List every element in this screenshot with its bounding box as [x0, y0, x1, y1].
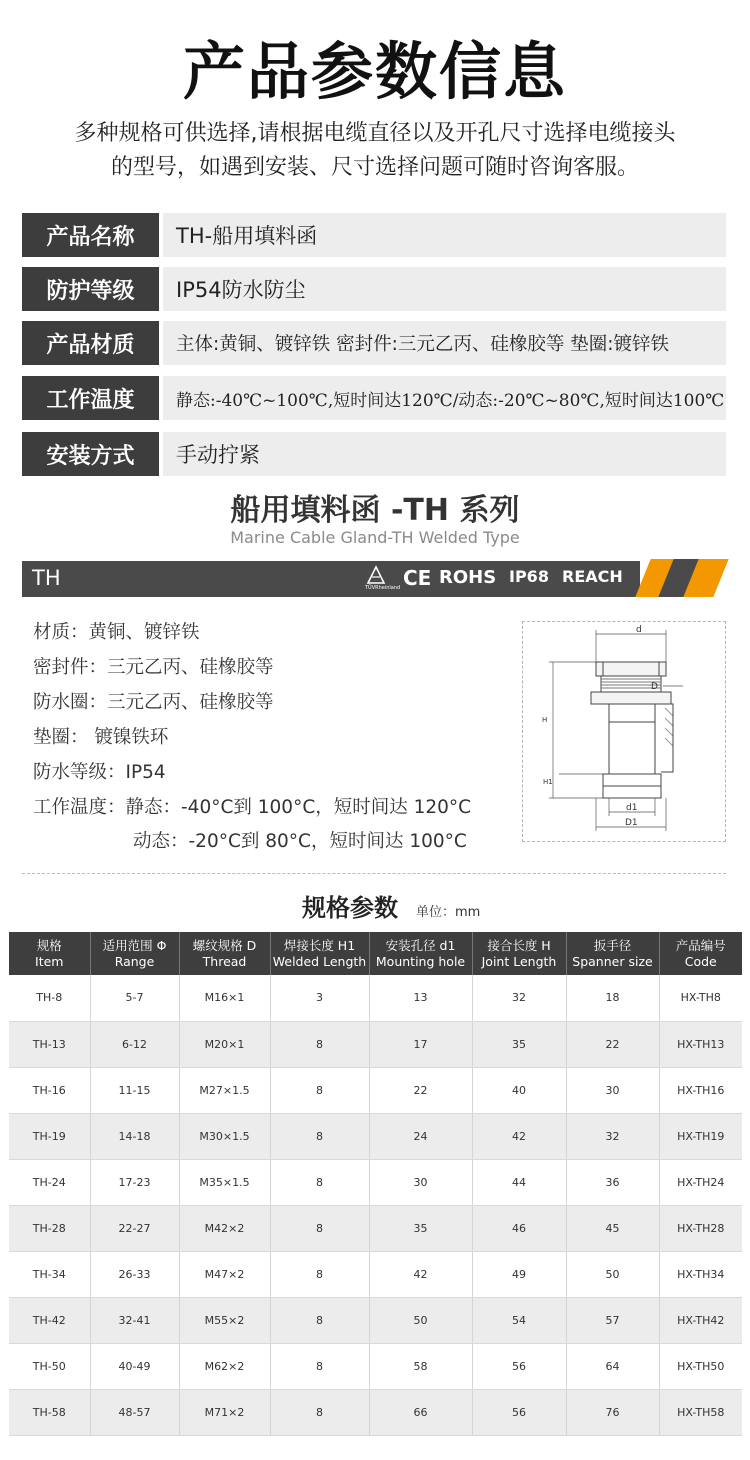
info-value: 主体:黄铜、镀锌铁 密封件:三元乙丙、硅橡胶等 垫圈:镀锌铁	[163, 321, 726, 365]
spec-washer: 垫圈： 镀镍铁环	[33, 727, 169, 748]
intro-line-1: 多种规格可供选择,请根据电缆直径以及开孔尺寸选择电缆接头	[74, 121, 676, 146]
cell-spanner-size: 36	[566, 1159, 659, 1205]
spec-table	[9, 932, 742, 1436]
spec-table-title: 规格参数	[302, 894, 398, 922]
header-code: 产品编号 Code	[659, 932, 742, 975]
cell-spanner-size: 50	[566, 1251, 659, 1297]
cell-code: HX-TH19	[659, 1113, 742, 1159]
cell-spanner-size: 32	[566, 1113, 659, 1159]
cell-code: HX-TH28	[659, 1205, 742, 1251]
cell-thread: M27×1.5	[179, 1067, 270, 1113]
info-label: 产品名称	[22, 213, 159, 257]
info-row-temperature	[22, 376, 726, 420]
cell-code: HX-TH8	[659, 975, 742, 1021]
cell-joint-length: 32	[472, 975, 566, 1021]
cell-range: 17-23	[90, 1159, 179, 1205]
cell-range: 6-12	[90, 1021, 179, 1067]
cell-range: 14-18	[90, 1113, 179, 1159]
info-row-protection	[22, 267, 726, 311]
table-row	[9, 975, 742, 1021]
table-row	[9, 1297, 742, 1343]
cell-code: HX-TH42	[659, 1297, 742, 1343]
cell-item: TH-34	[9, 1251, 90, 1297]
spec-temperature-dynamic: 动态：-20°C到 80°C，短时间达 100°C	[133, 831, 467, 852]
cell-welded-length: 8	[270, 1113, 369, 1159]
cell-range: 40-49	[90, 1343, 179, 1389]
table-row	[9, 1021, 742, 1067]
page-title: 产品参数信息	[182, 35, 567, 108]
header-item: 规格 Item	[9, 932, 90, 975]
cell-joint-length: 40	[472, 1067, 566, 1113]
table-row	[9, 1251, 742, 1297]
intro-line-2: 的型号，如遇到安装、尺寸选择问题可随时咨询客服。	[110, 155, 639, 180]
table-row	[9, 1067, 742, 1113]
cell-range: 32-41	[90, 1297, 179, 1343]
cell-thread: M62×2	[179, 1343, 270, 1389]
dim-d1: d1	[626, 803, 638, 813]
cell-spanner-size: 64	[566, 1343, 659, 1389]
cell-range: 22-27	[90, 1205, 179, 1251]
cell-spanner-size: 76	[566, 1389, 659, 1435]
cell-mounting-hole: 50	[369, 1297, 472, 1343]
cell-welded-length: 3	[270, 975, 369, 1021]
cell-item: TH-24	[9, 1159, 90, 1205]
cell-code: HX-TH16	[659, 1067, 742, 1113]
header-spanner-size: 扳手径 Spanner size	[566, 932, 659, 975]
spec-waterproof-ring: 防水圈：三元乙丙、硅橡胶等	[33, 692, 274, 713]
cell-item: TH-58	[9, 1389, 90, 1435]
cell-item: TH-13	[9, 1021, 90, 1067]
cable-gland-drawing	[523, 622, 725, 841]
technical-drawing	[522, 621, 726, 842]
tuv-label: TÜVRheinland	[365, 585, 401, 591]
cell-joint-length: 35	[472, 1021, 566, 1067]
rohs-mark: ROHS	[439, 567, 497, 588]
header-mounting-hole: 安装孔径 d1 Mounting hole	[369, 932, 472, 975]
info-row-material	[22, 321, 726, 365]
info-label: 产品材质	[22, 321, 159, 365]
cell-welded-length: 8	[270, 1343, 369, 1389]
section-divider	[22, 873, 726, 874]
dim-d: d	[636, 625, 642, 635]
cell-thread: M71×2	[179, 1389, 270, 1435]
cell-thread: M16×1	[179, 975, 270, 1021]
ce-mark: CE	[403, 566, 432, 590]
cell-mounting-hole: 13	[369, 975, 472, 1021]
spec-seal: 密封件：三元乙丙、硅橡胶等	[33, 657, 274, 678]
spec-table-header	[9, 932, 742, 975]
cell-spanner-size: 57	[566, 1297, 659, 1343]
cell-joint-length: 54	[472, 1297, 566, 1343]
cell-item: TH-28	[9, 1205, 90, 1251]
cell-mounting-hole: 22	[369, 1067, 472, 1113]
cell-mounting-hole: 30	[369, 1159, 472, 1205]
model-label: TH	[32, 566, 61, 590]
header-range: 适用范围 Φ Range	[90, 932, 179, 975]
cell-code: HX-TH13	[659, 1021, 742, 1067]
cell-joint-length: 42	[472, 1113, 566, 1159]
cell-thread: M30×1.5	[179, 1113, 270, 1159]
info-label: 防护等级	[22, 267, 159, 311]
cell-joint-length: 49	[472, 1251, 566, 1297]
table-row	[9, 1343, 742, 1389]
info-value: TH-船用填料函	[163, 213, 726, 257]
header-welded-length: 焊接长度 H1 Welded Length	[270, 932, 369, 975]
cell-spanner-size: 30	[566, 1067, 659, 1113]
cell-mounting-hole: 35	[369, 1205, 472, 1251]
table-row	[9, 1159, 742, 1205]
info-row-name	[22, 213, 726, 257]
dim-D: D	[651, 682, 658, 692]
table-row	[9, 1389, 742, 1435]
info-label: 安装方式	[22, 432, 159, 476]
spec-table-body	[9, 975, 742, 1435]
cell-mounting-hole: 42	[369, 1251, 472, 1297]
cell-welded-length: 8	[270, 1297, 369, 1343]
cell-joint-length: 56	[472, 1389, 566, 1435]
info-value: IP54防水防尘	[163, 267, 726, 311]
dim-H: H	[542, 716, 548, 724]
cell-item: TH-16	[9, 1067, 90, 1113]
cell-welded-length: 8	[270, 1159, 369, 1205]
cell-item: TH-8	[9, 975, 90, 1021]
cell-thread: M20×1	[179, 1021, 270, 1067]
dim-H1: H1	[543, 778, 553, 786]
cell-range: 5-7	[90, 975, 179, 1021]
table-row	[9, 1113, 742, 1159]
info-value: 手动拧紧	[163, 432, 726, 476]
cell-thread: M47×2	[179, 1251, 270, 1297]
cell-mounting-hole: 24	[369, 1113, 472, 1159]
spec-temperature-static: 工作温度：静态：-40°C到 100°C，短时间达 120°C	[33, 797, 472, 818]
header-joint-length: 接合长度 H Joint Length	[472, 932, 566, 975]
spec-material: 材质：黄铜、镀锌铁	[33, 622, 200, 643]
cell-range: 48-57	[90, 1389, 179, 1435]
cell-welded-length: 8	[270, 1205, 369, 1251]
ip68-mark: IP68	[509, 567, 549, 586]
cell-item: TH-50	[9, 1343, 90, 1389]
cell-thread: M55×2	[179, 1297, 270, 1343]
cell-spanner-size: 18	[566, 975, 659, 1021]
cell-code: HX-TH58	[659, 1389, 742, 1435]
cell-welded-length: 8	[270, 1067, 369, 1113]
cell-code: HX-TH24	[659, 1159, 742, 1205]
reach-mark: REACH	[562, 567, 623, 586]
cell-joint-length: 46	[472, 1205, 566, 1251]
cell-joint-length: 56	[472, 1343, 566, 1389]
cell-item: TH-42	[9, 1297, 90, 1343]
cell-code: HX-TH50	[659, 1343, 742, 1389]
info-value: 静态:-40℃~100℃,短时间达120℃/动态:-20℃~80℃,短时间达100℃	[163, 376, 726, 420]
cell-thread: M35×1.5	[179, 1159, 270, 1205]
table-row	[9, 1205, 742, 1251]
series-subtitle: Marine Cable Gland-TH Welded Type	[230, 528, 520, 547]
cell-joint-length: 44	[472, 1159, 566, 1205]
cell-welded-length: 8	[270, 1251, 369, 1297]
info-row-installation	[22, 432, 726, 476]
cell-thread: M42×2	[179, 1205, 270, 1251]
cell-welded-length: 8	[270, 1021, 369, 1067]
spec-table-unit: 单位：mm	[416, 905, 481, 920]
cell-mounting-hole: 66	[369, 1389, 472, 1435]
info-label: 工作温度	[22, 376, 159, 420]
cell-spanner-size: 22	[566, 1021, 659, 1067]
cell-item: TH-19	[9, 1113, 90, 1159]
cell-spanner-size: 45	[566, 1205, 659, 1251]
spec-protection-level: 防水等级：IP54	[33, 762, 166, 783]
cell-code: HX-TH34	[659, 1251, 742, 1297]
cell-range: 26-33	[90, 1251, 179, 1297]
header-thread: 螺纹规格 D Thread	[179, 932, 270, 975]
dim-D1: D1	[625, 818, 638, 828]
series-title: 船用填料函 -TH 系列	[230, 493, 520, 528]
model-bar	[22, 561, 640, 597]
cell-welded-length: 8	[270, 1389, 369, 1435]
cell-mounting-hole: 17	[369, 1021, 472, 1067]
cell-range: 11-15	[90, 1067, 179, 1113]
cell-mounting-hole: 58	[369, 1343, 472, 1389]
